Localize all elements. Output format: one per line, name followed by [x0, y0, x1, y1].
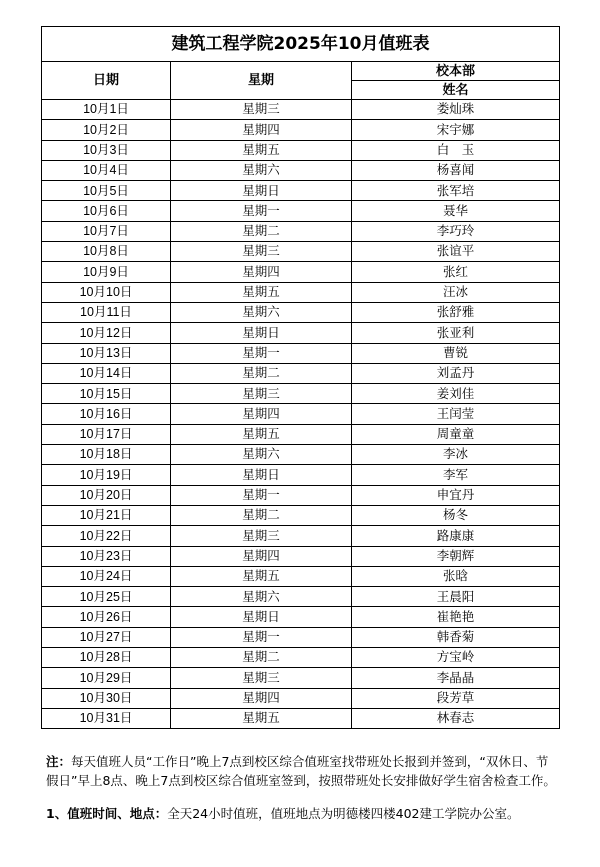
table-row [42, 160, 560, 180]
weekday-cell: 星期日 [171, 181, 352, 201]
weekday-cell: 星期四 [171, 262, 352, 282]
name-cell: 曹锐 [352, 343, 560, 363]
weekday-cell: 星期二 [171, 221, 352, 241]
date-cell: 10月11日 [42, 302, 171, 322]
table-row [42, 262, 560, 282]
date-cell: 10月21日 [42, 505, 171, 525]
name-cell: 李朝辉 [352, 546, 560, 566]
table-row [42, 485, 560, 505]
duty-schedule-sheet [41, 26, 559, 729]
weekday-cell: 星期四 [171, 120, 352, 140]
weekday-cell: 星期三 [171, 100, 352, 120]
name-cell: 刘孟丹 [352, 363, 560, 383]
name-cell: 姜刘佳 [352, 384, 560, 404]
weekday-cell: 星期二 [171, 363, 352, 383]
weekday-cell: 星期四 [171, 546, 352, 566]
name-cell: 段芳草 [352, 688, 560, 708]
item1-text: 全天24小时值班，值班地点为明德楼四楼402建工学院办公室。 [167, 806, 520, 821]
weekday-cell: 星期六 [171, 445, 352, 465]
table-row [42, 140, 560, 160]
date-cell: 10月29日 [42, 668, 171, 688]
table-row [42, 302, 560, 322]
weekday-cell: 星期六 [171, 160, 352, 180]
name-cell: 白 玉 [352, 140, 560, 160]
table-row [42, 100, 560, 120]
weekday-cell: 星期日 [171, 465, 352, 485]
name-cell: 汪冰 [352, 282, 560, 302]
weekday-cell: 星期一 [171, 485, 352, 505]
name-cell: 张谊平 [352, 242, 560, 262]
weekday-cell: 星期一 [171, 201, 352, 221]
header-name: 姓名 [352, 81, 560, 100]
date-cell: 10月23日 [42, 546, 171, 566]
name-cell: 李冰 [352, 445, 560, 465]
date-cell: 10月12日 [42, 323, 171, 343]
name-cell: 方宝岭 [352, 648, 560, 668]
name-cell: 路康康 [352, 526, 560, 546]
weekday-cell: 星期六 [171, 587, 352, 607]
weekday-cell: 星期三 [171, 526, 352, 546]
date-cell: 10月6日 [42, 201, 171, 221]
name-cell: 王闰莹 [352, 404, 560, 424]
table-row [42, 465, 560, 485]
table-row [42, 648, 560, 668]
date-cell: 10月2日 [42, 120, 171, 140]
table-row [42, 282, 560, 302]
name-cell: 李巧玲 [352, 221, 560, 241]
name-cell: 张晗 [352, 566, 560, 586]
date-cell: 10月4日 [42, 160, 171, 180]
date-cell: 10月3日 [42, 140, 171, 160]
date-cell: 10月31日 [42, 708, 171, 728]
name-cell: 周童童 [352, 424, 560, 444]
date-cell: 10月17日 [42, 424, 171, 444]
weekday-cell: 星期五 [171, 140, 352, 160]
name-cell: 宋宇娜 [352, 120, 560, 140]
table-row [42, 242, 560, 262]
date-cell: 10月5日 [42, 181, 171, 201]
date-cell: 10月14日 [42, 363, 171, 383]
name-cell: 张红 [352, 262, 560, 282]
date-cell: 10月26日 [42, 607, 171, 627]
name-cell: 韩香菊 [352, 627, 560, 647]
date-cell: 10月18日 [42, 445, 171, 465]
table-row [42, 708, 560, 728]
duty-table [41, 26, 560, 729]
date-cell: 10月10日 [42, 282, 171, 302]
name-cell: 聂华 [352, 201, 560, 221]
weekday-cell: 星期一 [171, 343, 352, 363]
table-row [42, 526, 560, 546]
date-cell: 10月28日 [42, 648, 171, 668]
weekday-cell: 星期三 [171, 384, 352, 404]
weekday-cell: 星期日 [171, 323, 352, 343]
name-cell: 娄灿珠 [352, 100, 560, 120]
date-cell: 10月7日 [42, 221, 171, 241]
name-cell: 张舒雅 [352, 302, 560, 322]
name-cell: 申宜丹 [352, 485, 560, 505]
date-cell: 10月9日 [42, 262, 171, 282]
weekday-cell: 星期五 [171, 566, 352, 586]
table-row [42, 201, 560, 221]
table-row [42, 221, 560, 241]
note-label: 注： [46, 754, 72, 769]
table-title: 建筑工程学院2025年10月值班表 [42, 27, 560, 62]
weekday-cell: 星期日 [171, 607, 352, 627]
date-cell: 10月8日 [42, 242, 171, 262]
table-row [42, 424, 560, 444]
date-cell: 10月1日 [42, 100, 171, 120]
table-row [42, 587, 560, 607]
weekday-cell: 星期四 [171, 688, 352, 708]
notes-section [46, 752, 556, 823]
weekday-cell: 星期五 [171, 282, 352, 302]
date-cell: 10月30日 [42, 688, 171, 708]
name-cell: 崔艳艳 [352, 607, 560, 627]
table-row [42, 445, 560, 465]
header-weekday: 星期 [171, 62, 352, 100]
table-row [42, 607, 560, 627]
name-cell: 王晨阳 [352, 587, 560, 607]
name-cell: 李晶晶 [352, 668, 560, 688]
name-cell: 杨冬 [352, 505, 560, 525]
table-row [42, 181, 560, 201]
table-row [42, 668, 560, 688]
table-row [42, 566, 560, 586]
table-row [42, 627, 560, 647]
table-row [42, 505, 560, 525]
date-cell: 10月24日 [42, 566, 171, 586]
item1-paragraph [46, 804, 556, 823]
table-row [42, 363, 560, 383]
name-cell: 张亚利 [352, 323, 560, 343]
table-row [42, 120, 560, 140]
date-cell: 10月25日 [42, 587, 171, 607]
date-cell: 10月19日 [42, 465, 171, 485]
name-cell: 张军培 [352, 181, 560, 201]
name-cell: 杨喜闻 [352, 160, 560, 180]
weekday-cell: 星期五 [171, 708, 352, 728]
weekday-cell: 星期五 [171, 424, 352, 444]
table-row [42, 384, 560, 404]
date-cell: 10月27日 [42, 627, 171, 647]
name-cell: 林春志 [352, 708, 560, 728]
table-row [42, 404, 560, 424]
header-campus: 校本部 [352, 62, 560, 81]
weekday-cell: 星期二 [171, 505, 352, 525]
weekday-cell: 星期六 [171, 302, 352, 322]
name-cell: 李军 [352, 465, 560, 485]
table-row [42, 688, 560, 708]
weekday-cell: 星期一 [171, 627, 352, 647]
weekday-cell: 星期三 [171, 242, 352, 262]
weekday-cell: 星期二 [171, 648, 352, 668]
date-cell: 10月20日 [42, 485, 171, 505]
table-row [42, 546, 560, 566]
note-text: 每天值班人员“工作日”晚上7点到校区综合值班室找带班处长报到并签到，“双休日、节假日”早上8点、晚上7点到校区综合值班室签到，按照带班处长安排做好学生宿舍检查工作。 [46, 754, 556, 788]
date-cell: 10月16日 [42, 404, 171, 424]
date-cell: 10月15日 [42, 384, 171, 404]
table-row [42, 343, 560, 363]
table-row [42, 323, 560, 343]
header-date: 日期 [42, 62, 171, 100]
item1-label: 1、值班时间、地点： [46, 806, 168, 821]
date-cell: 10月13日 [42, 343, 171, 363]
date-cell: 10月22日 [42, 526, 171, 546]
weekday-cell: 星期四 [171, 404, 352, 424]
note-paragraph [46, 752, 556, 790]
weekday-cell: 星期三 [171, 668, 352, 688]
